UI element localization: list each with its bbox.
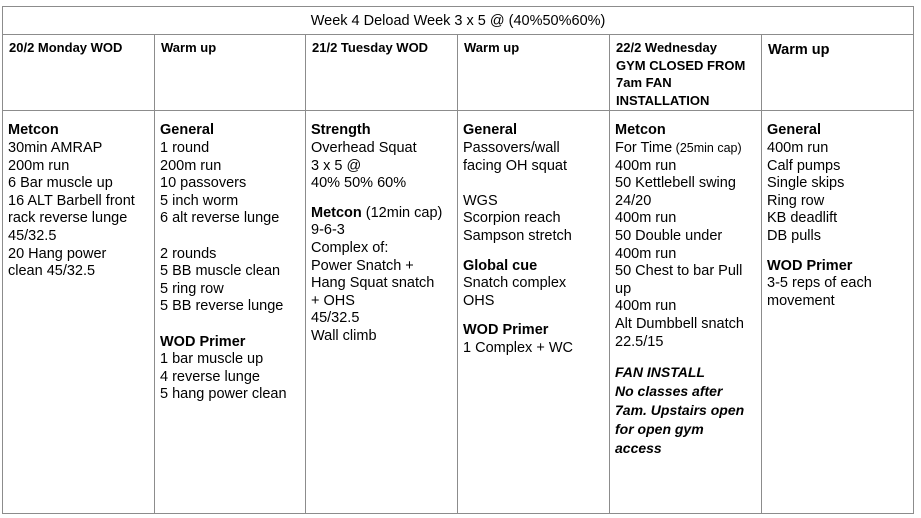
workout-line: 5 inch worm: [160, 192, 239, 209]
workout-line: 40% 50% 60%: [311, 175, 407, 192]
notice-line: for open gym: [615, 421, 704, 438]
workout-line: 5 BB reverse lunge: [160, 298, 284, 315]
header-warmup-3: [762, 35, 914, 111]
workout-line: 24/20: [615, 192, 652, 209]
workout-line: 5 ring row: [160, 280, 224, 297]
workout-line: 30min AMRAP: [8, 139, 103, 156]
workout-line: Overhead Squat: [311, 139, 417, 156]
workout-line: Passovers/wall: [463, 139, 560, 156]
workout-line: Alt Dumbbell snatch: [615, 315, 744, 332]
workout-line: OHS: [463, 292, 495, 309]
header-warmup-2: [458, 35, 610, 111]
section-heading-row: [311, 205, 453, 223]
workout-line: 5 hang power clean: [160, 386, 287, 403]
workout-line: 400m run: [615, 210, 677, 227]
workout-line: Complex of:: [311, 239, 389, 256]
workout-line: 5 BB muscle clean: [160, 263, 281, 280]
workout-line: 50 Chest to bar Pull: [615, 263, 743, 280]
section-heading: WOD Primer: [463, 322, 549, 339]
workout-line: 6 alt reverse lunge: [160, 210, 280, 227]
workout-line: 3-5 reps of each: [767, 275, 872, 292]
section-heading: General: [767, 122, 821, 139]
header-warmup-1-label: Warm up: [161, 40, 217, 55]
workout-line: 200m run: [8, 157, 70, 174]
workout-line: 2 rounds: [160, 245, 217, 262]
section-heading: Global cue: [463, 257, 538, 274]
cell-warmup-tuesday: [458, 111, 610, 514]
workout-line: 45/32.5: [311, 310, 360, 327]
workout-line: Ring row: [767, 192, 825, 209]
workout-line: 20 Hang power: [8, 245, 107, 262]
workout-line: 1 round: [160, 139, 210, 156]
workout-line: 1 Complex + WC: [463, 339, 573, 356]
for-time-label: For Time: [615, 139, 673, 156]
workout-line: 50 Kettlebell swing: [615, 175, 736, 192]
header-wednesday: [610, 35, 762, 111]
cell-tuesday: [306, 111, 458, 514]
workout-line: 45/32.5: [8, 227, 57, 244]
workout-line: 22.5/15: [615, 333, 664, 350]
section-heading: Metcon: [8, 122, 59, 139]
workout-line: DB pulls: [767, 227, 821, 244]
header-warmup-1: [155, 35, 306, 111]
workout-line: clean 45/32.5: [8, 263, 96, 280]
section-heading: Metcon: [311, 204, 362, 221]
cell-warmup-monday: [155, 111, 306, 514]
workout-line: 6 Bar muscle up: [8, 175, 113, 192]
workout-line: 10 passovers: [160, 175, 247, 192]
workout-line: Single skips: [767, 175, 845, 192]
header-monday: [3, 35, 155, 111]
workout-line: 50 Double under: [615, 227, 723, 244]
notice-line: access: [615, 440, 662, 457]
workout-line: KB deadlift: [767, 210, 838, 227]
workout-line: Sampson stretch: [463, 227, 572, 244]
notice-heading: FAN INSTALL: [615, 364, 705, 381]
header-warmup-3-label: Warm up: [768, 42, 830, 58]
notice-line: No classes after: [615, 383, 723, 400]
header-wednesday-line: GYM CLOSED FROM: [616, 57, 746, 73]
workout-line: rack reverse lunge: [8, 210, 128, 227]
cell-monday: [3, 111, 155, 514]
section-heading: WOD Primer: [767, 257, 853, 274]
workout-line: 1 bar muscle up: [160, 351, 264, 368]
header-monday-label: 20/2 Monday WOD: [9, 40, 123, 55]
workout-line: 400m run: [615, 157, 677, 174]
header-wednesday-line: 7am FAN: [616, 75, 672, 91]
section-heading: Metcon: [615, 122, 666, 139]
section-heading: Strength: [311, 122, 371, 139]
workout-line: movement: [767, 292, 835, 309]
workout-line: Scorpion reach: [463, 210, 561, 227]
header-tuesday-label: 21/2 Tuesday WOD: [312, 40, 429, 55]
workout-line: 400m run: [615, 298, 677, 315]
workout-line: Calf pumps: [767, 157, 841, 174]
workout-line: 4 reverse lunge: [160, 368, 260, 385]
workout-line: 400m run: [767, 139, 829, 156]
workout-line: facing OH squat: [463, 157, 567, 174]
workout-line: 400m run: [615, 245, 677, 262]
time-cap: (12min cap): [361, 204, 443, 221]
header-wednesday-label: [610, 35, 761, 110]
header-warmup-2-label: Warm up: [464, 40, 520, 55]
workout-line: 200m run: [160, 157, 222, 174]
workout-line: Snatch complex: [463, 275, 567, 292]
workout-line: Hang Squat snatch: [311, 275, 435, 292]
workout-line: + OHS: [311, 292, 355, 309]
workout-line: WGS: [463, 192, 498, 209]
time-cap: (25min cap): [672, 140, 742, 155]
week-title: Week 4 Deload Week 3 x 5 @ (40%50%60%): [3, 7, 914, 35]
section-heading: WOD Primer: [160, 333, 246, 350]
header-wednesday-line: 22/2 Wednesday: [616, 40, 717, 55]
header-tuesday: [306, 35, 458, 111]
header-wednesday-line: INSTALLATION: [616, 92, 710, 108]
section-heading: General: [160, 122, 214, 139]
notice-line: 7am. Upstairs open: [615, 402, 745, 419]
cell-wednesday: [610, 111, 762, 514]
workout-line: 3 x 5 @: [311, 157, 362, 174]
workout-line: up: [615, 280, 632, 297]
workout-line: 9-6-3: [311, 222, 345, 239]
workout-line: Power Snatch +: [311, 257, 414, 274]
cell-warmup-wednesday: [762, 111, 914, 514]
workout-line: 16 ALT Barbell front: [8, 192, 135, 209]
schedule-table: [2, 6, 914, 514]
section-heading: General: [463, 122, 517, 139]
workout-line: [615, 140, 757, 158]
workout-line: Wall climb: [311, 327, 377, 344]
